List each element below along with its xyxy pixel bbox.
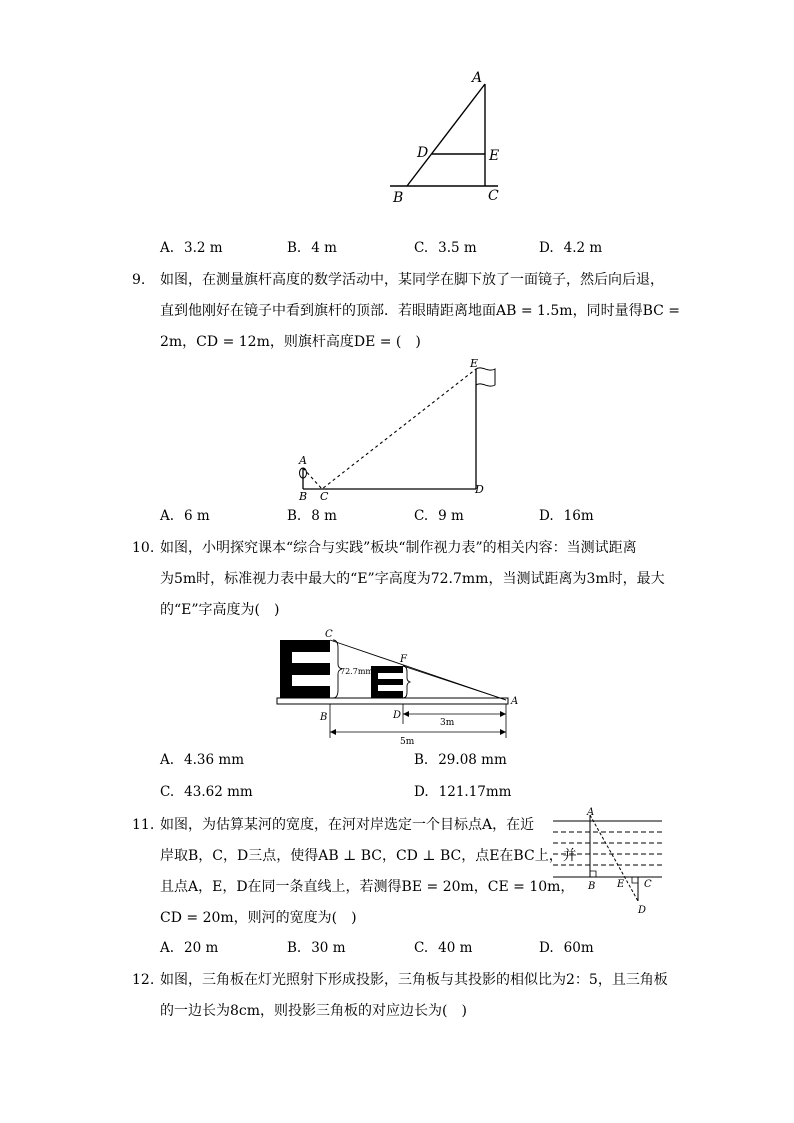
question-text: 如图，在测量旗杆高度的数学活动中，某同学在脚下放了一面镜子，然后向后退， 直到他刚好在镜子中看到旗杆的顶部．若眼睛距离地面AB = 1.5m，同时量得BC = 2m，CD = 12m，则旗杆高度DE = ( ): [160, 272, 681, 350]
q8-figure: [380, 62, 510, 212]
q8-option-a[interactable]: A. 3.2 m: [160, 240, 223, 256]
q9-label-B: B: [299, 490, 308, 503]
q11-option-b[interactable]: B. 30 m: [287, 940, 346, 956]
q10-label-D: D: [393, 710, 402, 721]
q8-option-c[interactable]: C. 3.5 m: [414, 240, 477, 256]
question-text: 如图，小明探究课本“综合与实践”板块“制作视力表”的相关内容：当测试距离 为5m时，标准视力表中最大的“E”字高度为72.7mm，当测试距离为3m时，最大 的“E”字高度为( ): [160, 540, 665, 618]
q10-small-brace: [403, 666, 410, 698]
q11-label-A: A: [587, 807, 595, 818]
q10-option-a[interactable]: A. 4.36 mm: [160, 752, 244, 768]
q11-option-c[interactable]: C. 40 m: [414, 940, 473, 956]
q8-label-E: E: [489, 148, 500, 164]
q8-option-b[interactable]: B. 4 m: [287, 240, 337, 256]
q10-option-d[interactable]: D. 121.17mm: [414, 784, 512, 800]
q9-label-D: D: [475, 483, 484, 496]
question-text: 如图，三角板在灯光照射下形成投影，三角板与其投影的相似比为2：5，且三角板 的一边长为8cm，则投影三角板的对应边长为( ): [160, 972, 668, 1019]
q9-option-a[interactable]: A. 6 m: [160, 508, 210, 524]
q8-label-C: C: [488, 188, 499, 204]
q10-line-FA: [403, 666, 506, 700]
q9-label-A: A: [299, 454, 307, 467]
question-number: 11.: [132, 817, 155, 833]
question-number: 12.: [132, 972, 155, 988]
q11-right-angle-B: [590, 871, 596, 877]
question-10: [0, 533, 794, 628]
q10-small-e-icon: [371, 666, 403, 698]
q9-light-path: [303, 369, 476, 489]
q11-right-angle-C: [632, 877, 638, 883]
q8-segment-AB: [407, 84, 485, 186]
q10-option-c[interactable]: C. 43.62 mm: [160, 784, 253, 800]
q9-option-b[interactable]: B. 8 m: [287, 508, 337, 524]
q11-segment-AD: [590, 815, 638, 901]
q8-option-d[interactable]: D. 4.2 m: [539, 240, 603, 256]
q10-big-e-icon: [280, 640, 330, 698]
q9-option-c[interactable]: C. 9 m: [414, 508, 464, 524]
q9-label-E: E: [470, 357, 479, 370]
question-12: [0, 965, 794, 1030]
q11-figure: [550, 805, 665, 917]
q11-label-E: E: [617, 879, 625, 890]
question-text: 如图，为估算某河的宽度，在河对岸选定一个目标点A，在近 岸取B，C，D三点，使得AB ⊥ BC，CD ⊥ BC，点E在BC上，并 且点A，E，D在同一条直线上，若测得BE = 20m，CE = 10m， CD = 20m，则河的宽度为( ): [160, 817, 577, 926]
question-11: [0, 810, 794, 935]
q10-height-label: 72.7mm: [340, 667, 373, 676]
q10-label-B: B: [320, 712, 328, 723]
q9-option-d[interactable]: D. 16m: [539, 508, 594, 524]
q11-label-B: B: [588, 881, 596, 892]
q11-option-d[interactable]: D. 60m: [539, 940, 594, 956]
q11-label-C: C: [644, 879, 652, 890]
q10-figure: [272, 628, 524, 748]
question-9: [0, 265, 794, 360]
q10-option-b[interactable]: B. 29.08 mm: [414, 752, 507, 768]
q8-label-D: D: [417, 145, 429, 161]
q11-label-D: D: [638, 905, 647, 916]
q11-option-a[interactable]: A. 20 m: [160, 940, 219, 956]
q10-dist-5m-label: 5m: [400, 737, 415, 747]
q8-label-B: B: [393, 190, 404, 206]
q10-label-A: A: [511, 696, 519, 707]
q10-base-board: [277, 698, 508, 704]
q10-label-C: C: [325, 629, 333, 640]
q10-label-F: F: [400, 654, 407, 665]
q8-label-A: A: [472, 70, 483, 86]
q9-flag-icon: [476, 368, 495, 386]
question-number: 10.: [132, 540, 155, 556]
q9-figure: [290, 355, 510, 503]
q9-label-C: C: [320, 490, 329, 503]
question-number: 9.: [132, 272, 146, 288]
q10-dist-3m-label: 3m: [440, 718, 455, 728]
